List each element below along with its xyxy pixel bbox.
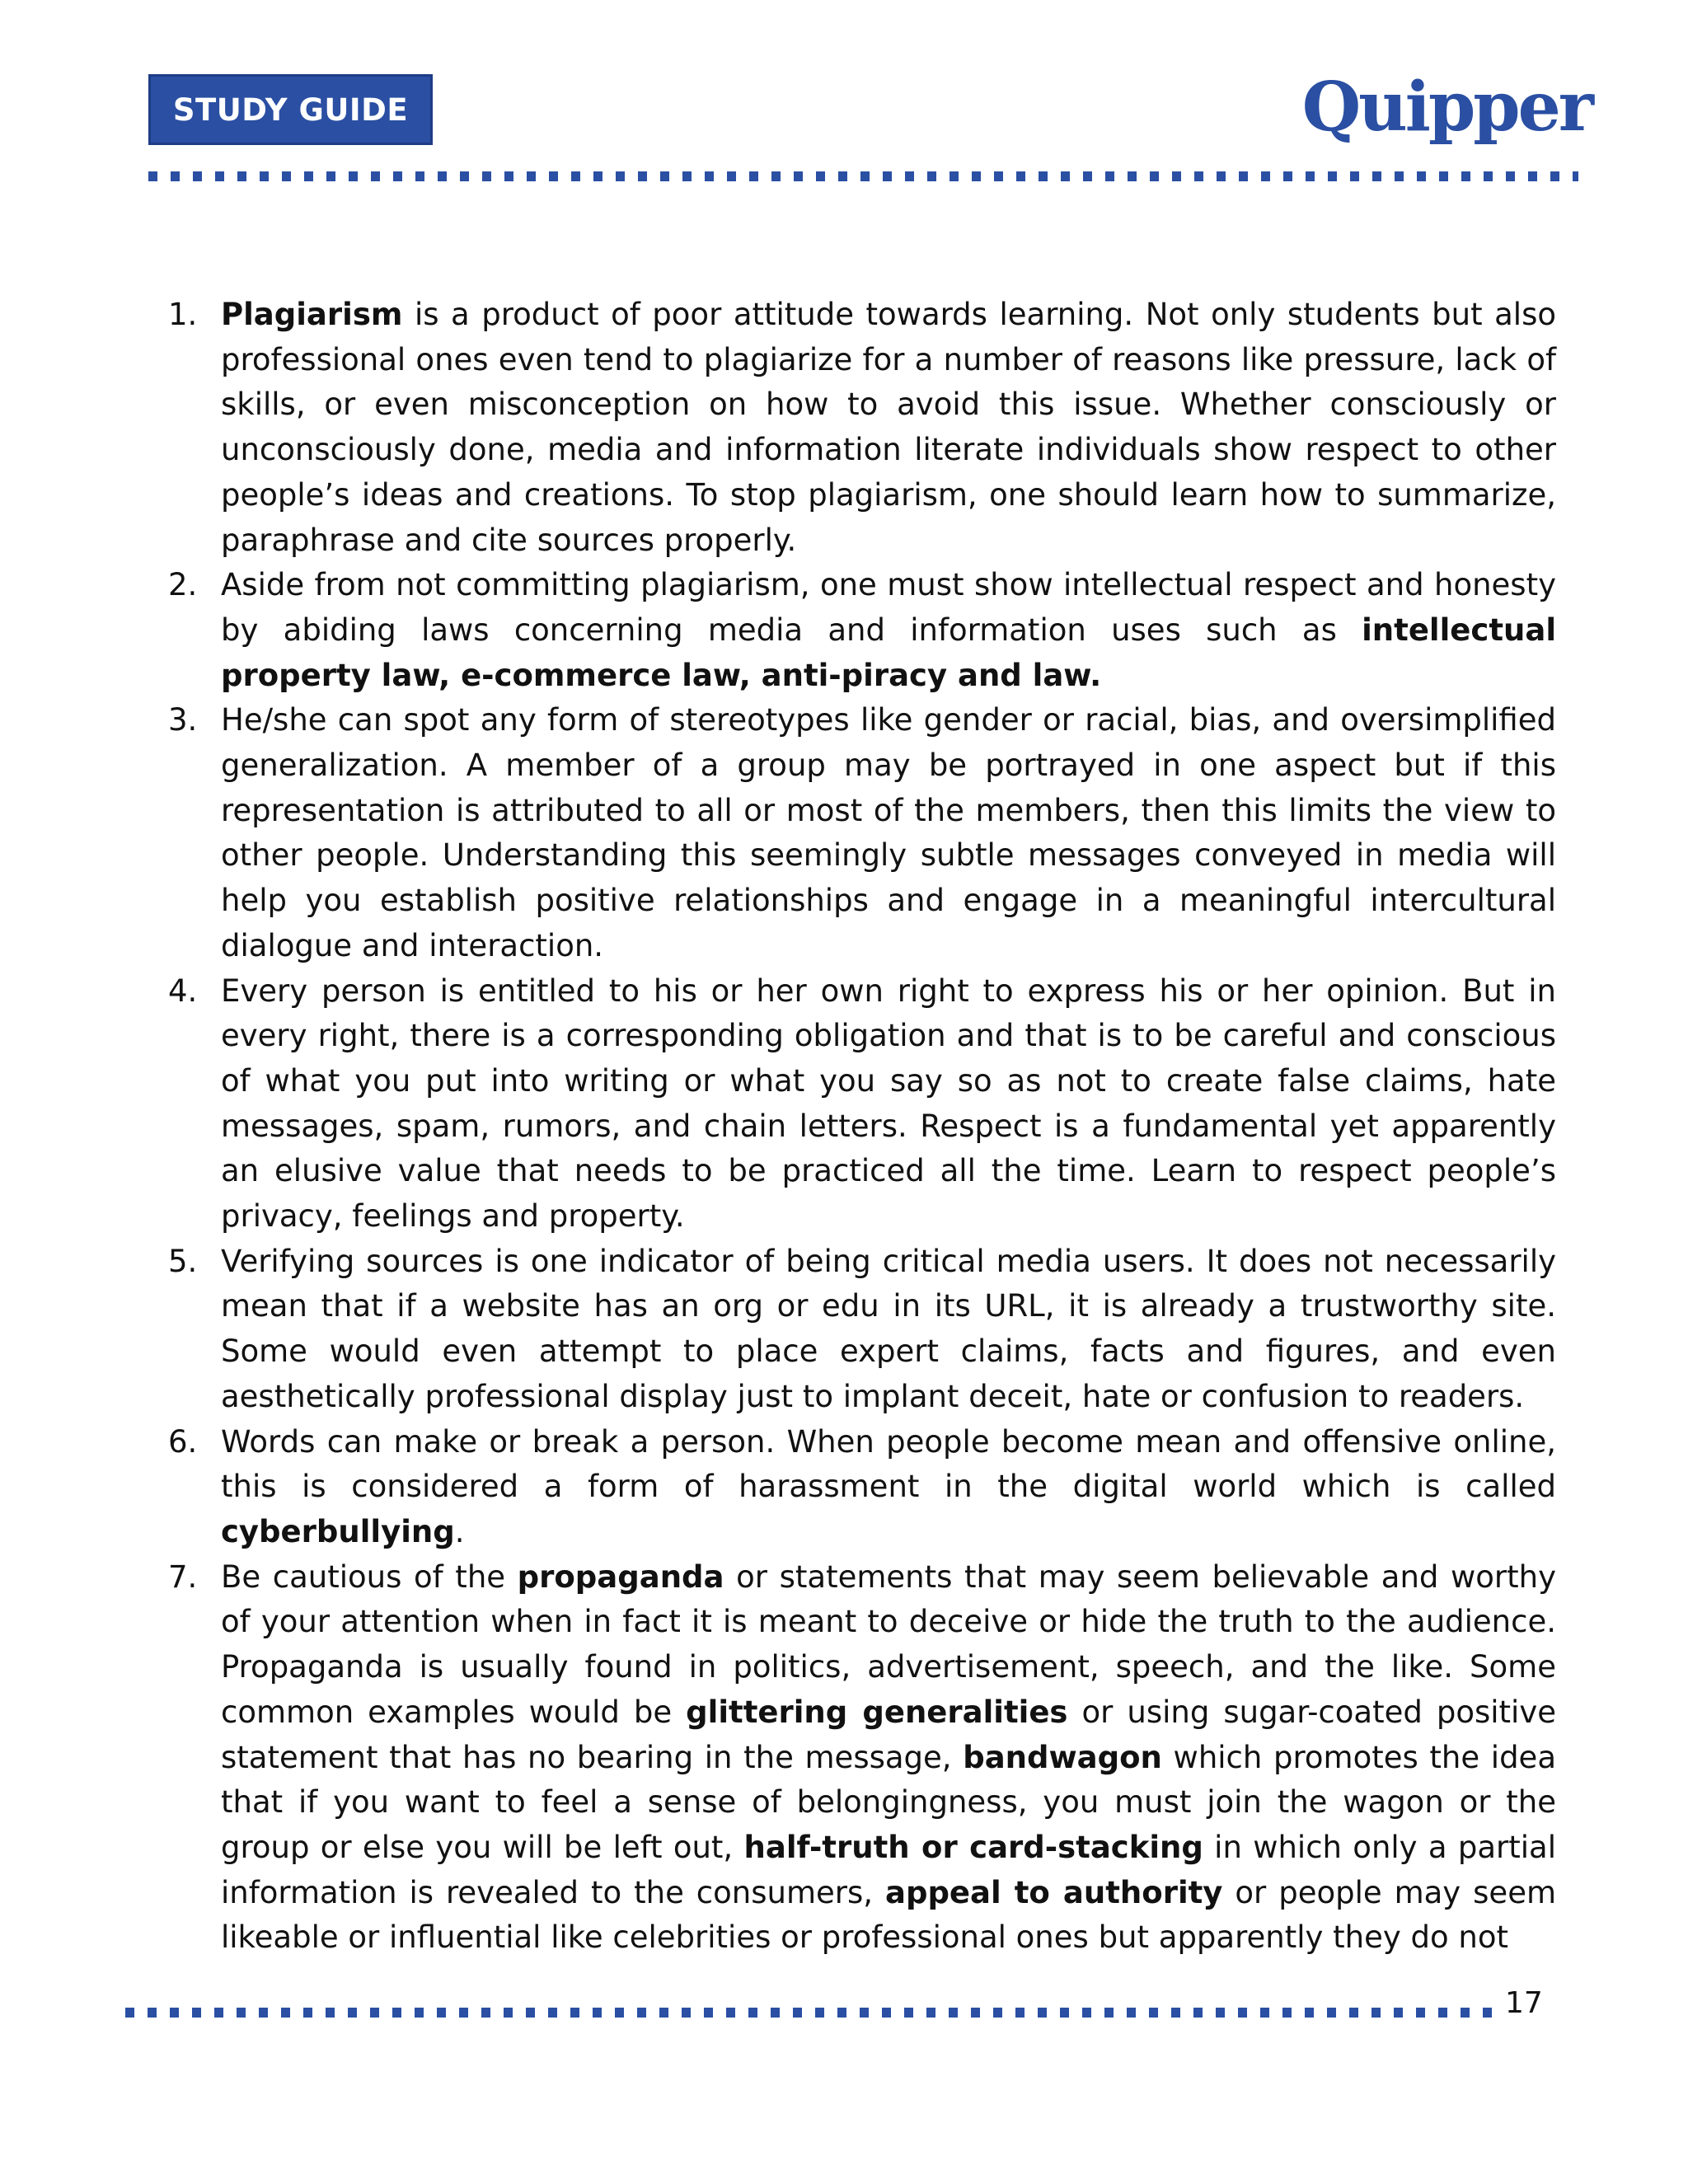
list-item-number: 4. [168, 972, 198, 1009]
text-segment: Every person is entitled to his or her own right to express his or her opinion. But in every right, there is a corresponding obligation and that is to be careful and conscious of what you put into writing or what you say so as not to create false claims, hate messages, spam, rumors, and chain letters. Respect is a fundamental yet apparently an elusive value that needs to be practiced all the time. Learn to respect people’s privacy, feelings and property. [221, 972, 1556, 1235]
text-segment: or statements that may seem believable and worthy of your attention when in fact it is meant to deceive or hide the truth to the audience. Propaganda is usually found in politics, advertisement, speech, and the like. Some common examples would be [221, 1558, 1556, 1730]
bold-term: propaganda [517, 1558, 724, 1595]
text-segment: He/she can spot any form of stereotypes like gender or racial, bias, and oversimplified generalization. A member of a group may be portrayed in one aspect but if this representation is attributed to all or most of the members, then this limits the view to other people. Understanding this seemingly subtle messages conveyed in media will help you establish positive relationships and engage in a meaningful intercultural dialogue and interaction. [221, 702, 1556, 963]
text-segment: is a product of poor attitude towards learning. Not only students but also professional ones even tend to plagiarize for a number of reasons like pressure, lack of skills, or even misconception on how to avoid this issue. Whether consciously or unconsciously done, media and information literate individuals show respect to other people’s ideas and creations. To stop plagiarism, one should learn how to summarize, paraphrase and cite sources properly. [221, 297, 1556, 558]
text-segment: Verifying sources is one indicator of being critical media users. It does not necessarily mean that if a website has an org or edu in its URL, it is already a trustworthy site. Some would even attempt to place expert claims, facts and figures, and even aesthetically professional display just to implant deceit, hate or confusion to readers. [221, 1243, 1556, 1414]
quipper-logo: Quipper [1301, 68, 1592, 147]
bold-term: appeal to authority [884, 1874, 1223, 1910]
text-segment: which promotes the idea that if you want to feel a sense of belongingness, you must join the wagon or the group or else you will be left out, [221, 1739, 1556, 1865]
list-item [162, 1555, 1556, 1961]
bold-term: glittering generalities [686, 1694, 1068, 1730]
list-item-number: 3. [168, 702, 198, 738]
list-item [162, 563, 1556, 698]
text-segment: Be cautious of the [221, 1558, 518, 1595]
list-item-text [221, 567, 1556, 692]
text-segment: or people may seem likeable or influential like celebrities or professional ones but apparently they do not [221, 1874, 1557, 1956]
list-item-text [221, 1244, 1556, 1414]
text-segment: . [454, 1513, 465, 1549]
list-item-number: 2. [168, 567, 198, 603]
bold-term: bandwagon [963, 1739, 1162, 1775]
numbered-list [162, 293, 1556, 1961]
list-item-number: 5. [168, 1243, 198, 1279]
bold-term: half-truth or card-stacking [743, 1829, 1203, 1865]
text-segment: Words can make or break a person. When people become mean and offensive online, this is considered a form of harassment in the digital world which is called [221, 1423, 1556, 1505]
list-item-number: 7. [168, 1558, 198, 1595]
text-segment: Aside from not committing plagiarism, one must show intellectual respect and honesty by abiding laws concerning media and information uses such as [221, 567, 1556, 648]
list-item-text [221, 1424, 1556, 1549]
text-segment: or using sugar-coated positive statement that has no bearing in the message, [221, 1694, 1556, 1775]
bottom-dotted-divider [125, 2008, 1495, 2018]
list-item-text [221, 1559, 1556, 1956]
list-item-number: 1. [168, 297, 198, 332]
list-item-number: 6. [168, 1423, 198, 1460]
bold-term: intellectual property law, e-commerce law, anti-piracy and law. [221, 612, 1556, 693]
bold-term: Plagiarism [221, 297, 403, 332]
page-number: 17 [1505, 1986, 1543, 2020]
list-item [162, 1420, 1556, 1555]
top-dotted-divider [148, 171, 1578, 181]
list-item [162, 293, 1556, 563]
list-item [162, 698, 1556, 968]
study-guide-badge: STUDY GUIDE [148, 74, 433, 145]
list-item-text [221, 297, 1556, 558]
text-segment: in which only a partial information is revealed to the consumers, [221, 1829, 1556, 1910]
list-item [162, 1240, 1556, 1420]
list-item-text [221, 973, 1556, 1235]
list-item-text [221, 702, 1556, 963]
list-item [162, 969, 1556, 1240]
bold-term: cyberbullying [221, 1513, 455, 1549]
